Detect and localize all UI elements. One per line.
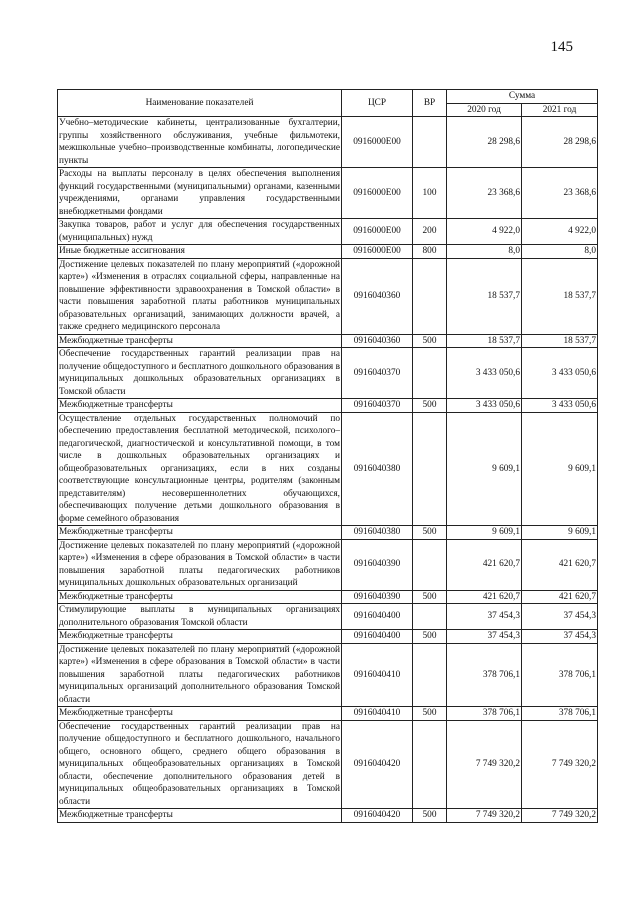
- table-row: [58, 604, 598, 630]
- row-csr: 0916040360: [342, 334, 413, 348]
- table-row: [58, 245, 598, 259]
- header-year-2020: 2020 год: [447, 103, 522, 117]
- row-name: Межбюджетные трансферты: [58, 590, 342, 604]
- header-vr: ВР: [413, 90, 447, 117]
- row-vr: 500: [413, 630, 447, 644]
- table-row: [58, 539, 598, 590]
- row-csr: 0916040420: [342, 809, 413, 823]
- row-name: Обеспечение государственных гарантий реализации прав на получение общедоступного и бесплатного дошкольного образования в муниципальных дошкольных образовательных организациях в Томской области: [59, 349, 340, 397]
- row-sum-2021: 7 749 320,2: [522, 720, 598, 809]
- row-sum-2020: 421 620,7: [447, 590, 522, 604]
- row-csr: 0916000Е00: [342, 219, 413, 245]
- row-vr: 100: [413, 168, 447, 219]
- row-vr: 800: [413, 245, 447, 259]
- row-sum-2020: 378 706,1: [447, 643, 522, 707]
- row-name: Осуществление отдельных государственных полномочий по обеспечению предоставления бесплатной методической, психолого–педагогической, диагностической и консультативной помощи, в том числе в дошкольных образовательных организациях и общеобразовательных организациях, если в них созданы соответствующие консультационные центры, родителям (законным представителям) несовершеннолетних обучающихся, обеспечивающих получение детьми дошкольного образования в форме семейного образования: [59, 413, 340, 524]
- row-sum-2020: 7 749 320,2: [447, 720, 522, 809]
- row-sum-2021: 37 454,3: [522, 604, 598, 630]
- row-csr: 0916040420: [342, 720, 413, 809]
- row-name: Иные бюджетные ассигнования: [58, 245, 342, 259]
- row-sum-2021: 9 609,1: [522, 526, 598, 540]
- row-sum-2021: 18 537,7: [522, 258, 598, 334]
- table-row: [58, 219, 598, 245]
- row-sum-2021: 378 706,1: [522, 707, 598, 721]
- row-sum-2020: 3 433 050,6: [447, 348, 522, 399]
- row-sum-2020: 4 922,0: [447, 219, 522, 245]
- row-sum-2021: 7 749 320,2: [522, 809, 598, 823]
- row-csr: 0916040400: [342, 630, 413, 644]
- table-row: [58, 707, 598, 721]
- row-sum-2020: 9 609,1: [447, 412, 522, 526]
- row-name: Достижение целевых показателей по плану мероприятий («дорожной карте») «Изменения в сфере образования в Томской области» в части повышения заработной платы педагогических работников муниципальных дошкольных образовательных организаций: [59, 540, 340, 588]
- header-sum: Сумма: [447, 90, 598, 104]
- row-name: Достижение целевых показателей по плану мероприятий («дорожной карте») «Изменения в отраслях социальной сферы, направленные на повышение эффективности здравоохранения в Томской области» в части повышения заработной платы работников муниципальных образовательных организаций, занимающих должности врачей, а также среднего медицинского персонала: [59, 259, 340, 332]
- page-number: 145: [550, 39, 573, 55]
- row-vr: 500: [413, 707, 447, 721]
- row-csr: 0916040390: [342, 539, 413, 590]
- row-sum-2020: 18 537,7: [447, 258, 522, 334]
- row-vr: [413, 604, 447, 630]
- row-name: Учебно–методические кабинеты, централизованные бухгалтерии, группы хозяйственного обслуживания, учебные фильмотеки, межшкольные учебно–производственные комбинаты, логопедические пункты: [59, 118, 340, 166]
- row-name: Достижение целевых показателей по плану мероприятий («дорожной карте») «Изменения в сфере образования в Томской области» в части повышения заработной платы педагогических работников муниципальных организаций дополнительного образования Томской области: [59, 644, 340, 705]
- table-row: [58, 348, 598, 399]
- row-sum-2020: 9 609,1: [447, 526, 522, 540]
- row-csr: 0916040410: [342, 643, 413, 707]
- row-sum-2021: 378 706,1: [522, 643, 598, 707]
- row-csr: 0916000Е00: [342, 245, 413, 259]
- row-name: Межбюджетные трансферты: [58, 334, 342, 348]
- row-vr: 500: [413, 809, 447, 823]
- row-sum-2020: 37 454,3: [447, 604, 522, 630]
- row-vr: 500: [413, 590, 447, 604]
- row-sum-2021: 23 368,6: [522, 168, 598, 219]
- row-csr: 0916040410: [342, 707, 413, 721]
- row-sum-2021: 8,0: [522, 245, 598, 259]
- row-sum-2021: 421 620,7: [522, 539, 598, 590]
- row-csr: 0916000Е00: [342, 117, 413, 168]
- row-vr: [413, 643, 447, 707]
- row-csr: 0916040380: [342, 412, 413, 526]
- table-body: [58, 117, 598, 823]
- row-vr: [413, 720, 447, 809]
- table-row: [58, 630, 598, 644]
- table-row: [58, 643, 598, 707]
- row-name: Межбюджетные трансферты: [58, 526, 342, 540]
- header-name: Наименование показателей: [58, 90, 342, 117]
- row-vr: [413, 117, 447, 168]
- budget-table: [57, 89, 598, 823]
- row-vr: [413, 348, 447, 399]
- row-sum-2020: 378 706,1: [447, 707, 522, 721]
- table-row: [58, 412, 598, 526]
- row-vr: 500: [413, 334, 447, 348]
- row-csr: 0916040390: [342, 590, 413, 604]
- row-name: Межбюджетные трансферты: [58, 809, 342, 823]
- table-row: [58, 399, 598, 413]
- header-year-2021: 2021 год: [522, 103, 598, 117]
- table-header: [58, 90, 598, 117]
- row-name: Межбюджетные трансферты: [58, 630, 342, 644]
- table-row: [58, 590, 598, 604]
- row-name: Обеспечение государственных гарантий реализации прав на получение общедоступного и бесплатного дошкольного, начального общего, основного общего, среднего общего образования в муниципальных общеобразовательных организациях в Томской области, обеспечение дополнительного образования детей в муниципальных общеобразовательных организациях в Томской области: [59, 721, 340, 807]
- row-vr: 500: [413, 526, 447, 540]
- row-sum-2020: 421 620,7: [447, 539, 522, 590]
- row-sum-2021: 18 537,7: [522, 334, 598, 348]
- row-sum-2021: 9 609,1: [522, 412, 598, 526]
- row-name: Стимулирующие выплаты в муниципальных организациях дополнительного образования Томской области: [59, 605, 340, 628]
- row-sum-2020: 7 749 320,2: [447, 809, 522, 823]
- row-csr: 0916000Е00: [342, 168, 413, 219]
- row-csr: 0916040370: [342, 399, 413, 413]
- table-row: [58, 334, 598, 348]
- table-row: [58, 720, 598, 809]
- row-sum-2020: 28 298,6: [447, 117, 522, 168]
- table-row: [58, 809, 598, 823]
- row-sum-2021: 28 298,6: [522, 117, 598, 168]
- row-name: Расходы на выплаты персоналу в целях обеспечения выполнения функций государственными (муниципальными) органами, казенными учреждениями, органами управления государственными внебюджетными фондами: [59, 169, 340, 217]
- row-vr: 500: [413, 399, 447, 413]
- header-csr: ЦСР: [342, 90, 413, 117]
- row-sum-2020: 3 433 050,6: [447, 399, 522, 413]
- row-sum-2020: 37 454,3: [447, 630, 522, 644]
- row-name: Закупка товаров, работ и услуг для обеспечения государственных (муниципальных) нужд: [59, 220, 340, 243]
- table-row: [58, 117, 598, 168]
- table-row: [58, 258, 598, 334]
- row-csr: 0916040370: [342, 348, 413, 399]
- row-name: Межбюджетные трансферты: [58, 707, 342, 721]
- row-sum-2021: 3 433 050,6: [522, 399, 598, 413]
- row-sum-2021: 4 922,0: [522, 219, 598, 245]
- row-vr: [413, 539, 447, 590]
- row-sum-2020: 18 537,7: [447, 334, 522, 348]
- row-csr: 0916040380: [342, 526, 413, 540]
- row-vr: [413, 412, 447, 526]
- table-row: [58, 526, 598, 540]
- row-sum-2021: 421 620,7: [522, 590, 598, 604]
- row-sum-2021: 3 433 050,6: [522, 348, 598, 399]
- row-sum-2020: 8,0: [447, 245, 522, 259]
- row-csr: 0916040360: [342, 258, 413, 334]
- row-sum-2020: 23 368,6: [447, 168, 522, 219]
- row-name: Межбюджетные трансферты: [58, 399, 342, 413]
- row-sum-2021: 37 454,3: [522, 630, 598, 644]
- row-vr: [413, 258, 447, 334]
- table-row: [58, 168, 598, 219]
- row-vr: 200: [413, 219, 447, 245]
- row-csr: 0916040400: [342, 604, 413, 630]
